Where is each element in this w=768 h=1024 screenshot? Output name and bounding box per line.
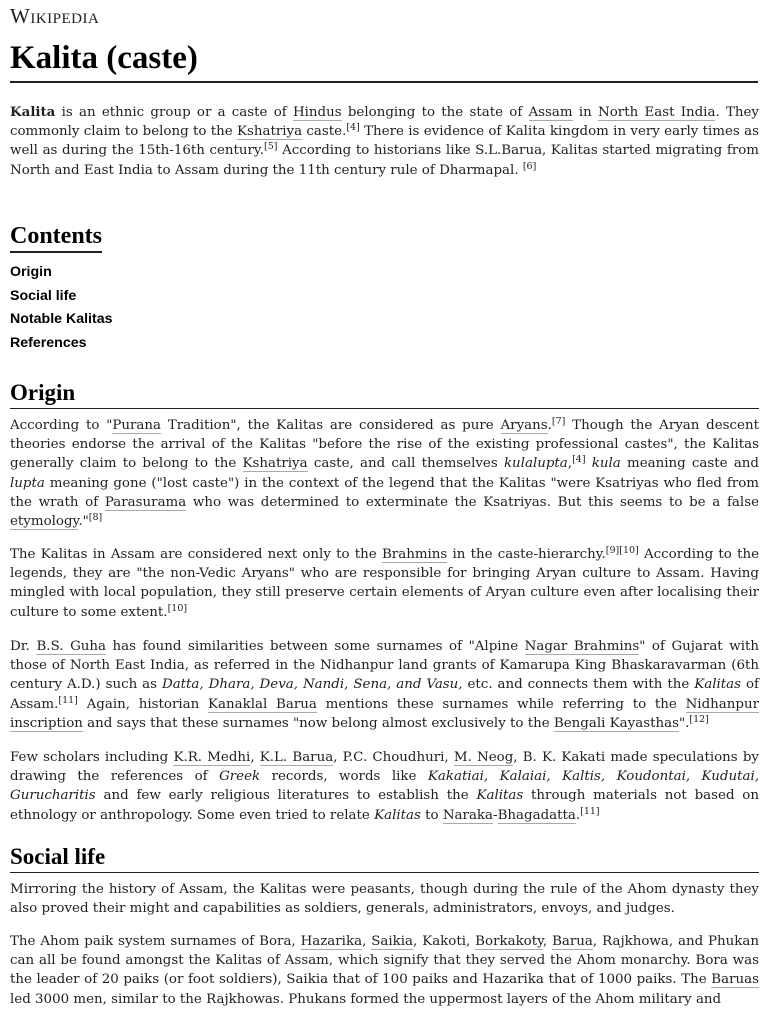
link-etymology[interactable]: etymology [10,514,79,530]
link-borkakoty[interactable]: Borkakoty [475,934,543,949]
link-assam[interactable]: Assam [528,105,573,120]
origin-paragraph-2: The Kalitas in Assam are considered next only to the Brahmins in the caste-hierarchy.[9][10] According to the legends, they are "the non-Vedic Aryans" who are responsible for bringing Aryan culture to Assam. Having mingled with local population, they still preserve certain elements of Aryan culture even after localising their culture to some extent.[10] [10,545,759,620]
link-nagar-brahmins[interactable]: Nagar Brahmins [524,639,640,654]
citation-8[interactable]: [8] [88,512,103,524]
toc-item-references[interactable]: References [10,335,87,352]
social-paragraph-2: The Ahom paik system surnames of Bora, Hazarika, Saikia, Kakoti, Borkakoty, Barua, Rajkhowa, and Phukan can all be found amongst the Kalitas of Assam, which signify that they served the Ahom monarchy. Bora was the leader of 20 paiks (or foot soldiers), Saikia that of 100 paiks and Hazarika that of 1000 paiks. The Baruas led 3000 men, similar to the Rajkhowas. Phukans formed the uppermost layers of the Ahom military and [10,934,760,1007]
link-kl-barua[interactable]: K.L. Barua [259,750,334,765]
link-m-neog[interactable]: M. Neog [453,750,514,765]
link-nidhanpur-inscription[interactable]: Nidhanpur inscription [10,696,759,731]
wikipedia-wordmark[interactable]: Wikipedia [10,4,100,28]
origin-paragraph-4: Few scholars including K.R. Medhi, K.L. Barua, P.C. Choudhuri, M. Neog, B. K. Kakati made speculations by drawing the references of Greek records, words like Kakatiai, Kalaiai, Kaltis, Koudontai, Kudutai, Gurucharitis and few early religious literatures to establish the Kalitas through materials not based on ethnology or anthropology. Some even tried to relate Kalitas to Naraka-Bhagadatta.[11] [10,750,759,823]
heading-social-life: Social life [10,842,759,873]
citation-4-origin[interactable]: [4] [572,454,586,466]
link-naraka[interactable]: Naraka [442,807,494,823]
link-barua[interactable]: Barua [552,934,593,949]
citation-4[interactable]: [4] [346,122,360,134]
link-north-east-india[interactable]: North East India [598,105,716,120]
origin-paragraph-3: Dr. B.S. Guha has found similarities between some surnames of "Alpine Nagar Brahmins" of Gujarat with those of North East India, as referred in the Nidhanpur land grants of Kamarupa King Bhaskaravarman (6th century A.D.) such as Datta, Dhara, Deva, Nandi, Sena, and Vasu, etc. and connects them with the Kalitas of Assam.[11] Again, historian Kanaklal Barua mentions these surnames while referring to the Nidhanpur inscription and says that these surnames "now belong almost exclusively to the Bengali Kayasthas".[12] [10,639,759,731]
link-hazarika[interactable]: Hazarika [300,934,363,949]
social-paragraph-1: Mirroring the history of Assam, the Kalitas were peasants, though during the rule of the Ahom dynasty they also proved their might and capabilities as soldiers, generals, administrators, envoys, and judges. [10,882,759,917]
citation-9[interactable]: [9] [605,545,620,556]
origin-paragraph-1: According to "Purana Tradition", the Kalitas are considered as pure Aryans.[7] Though the Aryan descent theories endorse the arrival of the Kalitas "before the rise of the existing professional castes", the Kalitas generally claim to belong to the Kshatriya caste, and call themselves kulalupta,[4] kula meaning caste and lupta meaning gone ("lost caste") in the context of the legend that the Kalitas "were Ksatriyas who fled from the wrath of Parasurama who was determined to exterminate the Ksatriyas. But this seems to be a false etymology."[8] [10,416,759,530]
link-kr-medhi[interactable]: K.R. Medhi [173,750,251,765]
citation-11-b[interactable]: [11] [580,805,600,817]
link-kshatriya[interactable]: Kshatriya [237,124,303,140]
citation-10[interactable]: [10] [619,545,639,556]
toc-item-notable-kalitas[interactable]: Notable Kalitas [10,311,113,328]
link-parasurama[interactable]: Parasurama [104,494,187,510]
toc-title: Contents [10,221,102,253]
page-title: Kalita (caste) [10,40,198,76]
citation-5[interactable]: [5] [263,141,278,153]
citation-6[interactable]: [6] [522,160,537,172]
citation-12[interactable]: [12] [689,713,709,725]
link-brahmins[interactable]: Brahmins [381,547,448,562]
link-bengali-kayasthas[interactable]: Bengali Kayasthas [553,715,679,731]
link-hindus[interactable]: Hindus [292,105,342,120]
toc-list [10,261,190,356]
link-kanaklal-barua[interactable]: Kanaklal Barua [208,696,317,712]
link-purana[interactable]: Purana [112,418,162,433]
subject-bold: Kalita [10,104,56,120]
link-bs-guha[interactable]: B.S. Guha [36,639,106,654]
citation-10b[interactable]: [10] [167,602,188,614]
heading-origin: Origin [10,378,759,409]
link-baruas[interactable]: Baruas [711,972,759,988]
table-of-contents [10,221,190,356]
toc-item-origin[interactable]: Origin [10,264,52,280]
title-divider [10,81,758,83]
link-saikia[interactable]: Saikia [371,934,414,949]
link-kshatriya-origin[interactable]: Kshatriya [242,456,308,472]
intro-paragraph: Kalita is an ethnic group or a caste of Hindus belonging to the state of Assam in North East India. They commonly claim to belong to the Kshatriya caste.[4] There is evidence of Kalita kingdom in very early times as well as during the 15th-16th century.[5] According to historians like S.L.Barua, Kalitas started migrating from North and East India to Assam during the 11th century rule of Dharmapal. [6] [10,104,759,178]
citation-7[interactable]: [7] [551,416,566,427]
toc-item-social-life[interactable]: Social life [10,287,77,304]
citation-11[interactable]: [11] [58,694,78,706]
link-aryans[interactable]: Aryans [500,418,548,433]
link-bhagadatta[interactable]: Bhagadatta [497,807,576,823]
